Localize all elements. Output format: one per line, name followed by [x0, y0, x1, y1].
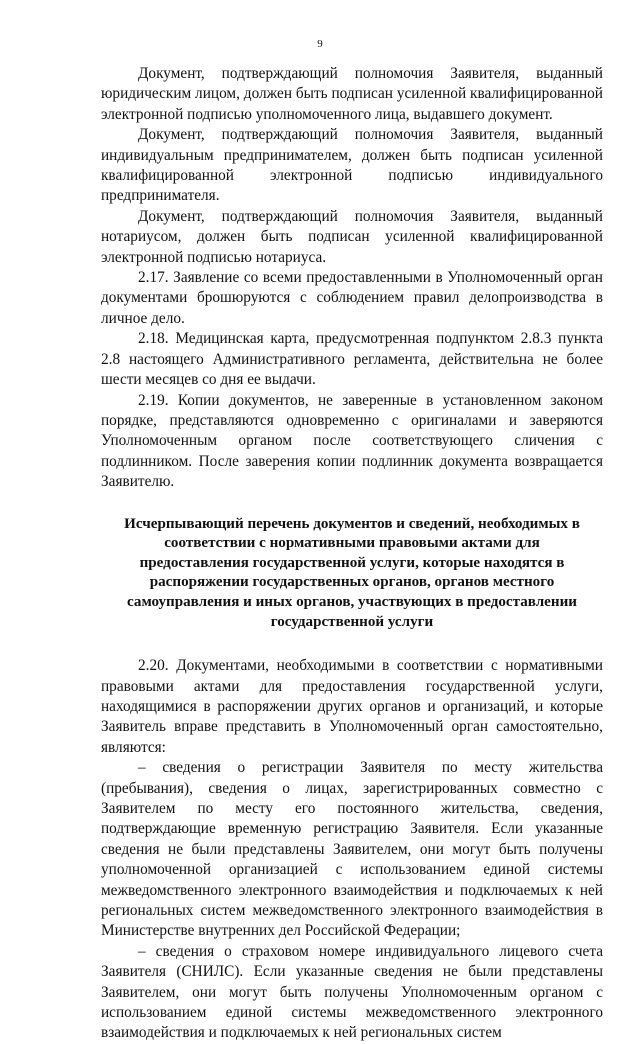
- list-item-snils: – сведения о страховом номере индивидуального лицевого счета Заявителя (СНИЛС). Если указанные сведения не были представлены Заявителем, они могут быть получены Уполномоченным органом с использованием единой системы межведомственного электронного взаимодействия и подключаемых к ней региональных систем: [101, 942, 603, 1042]
- document-body: [101, 64, 603, 1044]
- paragraph-2-19: 2.19. Копии документов, не заверенные в установленном законом порядке, представляются одновременно с оригиналами и заверяются Уполномоченным органом после соответствующего сличения с подлинником. После заверения копии подлинник документа возвращается Заявителю.: [101, 391, 603, 491]
- paragraph-2-20: 2.20. Документами, необходимыми в соответствии с нормативными правовыми актами для предоставления государственной услуги, находящимися в распоряжении других органов и организаций, и которые Заявитель вправе представить в Уполномоченный орган самостоятельно, являются:: [101, 657, 603, 756]
- paragraph-2-17: 2.17. Заявление со всеми предоставленными в Уполномоченный орган документами брошюруются с соблюдением правил делопроизводства в личное дело.: [101, 269, 603, 327]
- paragraph-authority-legal-entity: Документ, подтверждающий полномочия Заявителя, выданный юридическим лицом, должен быть подписан усиленной квалифицированной электронной подписью уполномоченного лица, выдавшего документ.: [101, 65, 603, 123]
- list-item-registration: – сведения о регистрации Заявителя по месту жительства (пребывания), сведения о лицах, зарегистрированных совместно с Заявителем по месту его постоянного жительства, сведения, подтверждающие временную регистрацию Заявителя. Если указанные сведения не были представлены Заявителем, они могут быть получены уполномоченной организацией с использованием единой системы межведомственного электронного взаимодействия и подключаемых к ней региональных систем межведомственного электронного взаимодействия в Министерстве внутренних дел Российской Федерации;: [101, 759, 603, 940]
- paragraph-authority-entrepreneur: Документ, подтверждающий полномочия Заявителя, выданный индивидуальным предпринимателем, должен быть подписан усиленной квалифицированной электронной подписью индивидуального предпринимателя.: [101, 126, 603, 205]
- section-heading: Исчерпывающий перечень документов и сведений, необходимых в соответствии с нормативными правовыми актами для предоставления государственной услуги, которые находятся в распоряжении государственных органов, органов местного самоуправления и иных органов, участвующих в предоставлении государственной услуги: [124, 515, 580, 630]
- paragraph-2-18: 2.18. Медицинская карта, предусмотренная подпунктом 2.8.3 пункта 2.8 настоящего Административного регламента, действительна не более шести месяцев со дня ее выдачи.: [101, 330, 603, 389]
- paragraph-authority-notary: Документ, подтверждающий полномочия Заявителя, выданный нотариусом, должен быть подписан усиленной квалифицированной электронной подписью нотариуса.: [101, 207, 603, 266]
- page-number: 9: [317, 38, 323, 50]
